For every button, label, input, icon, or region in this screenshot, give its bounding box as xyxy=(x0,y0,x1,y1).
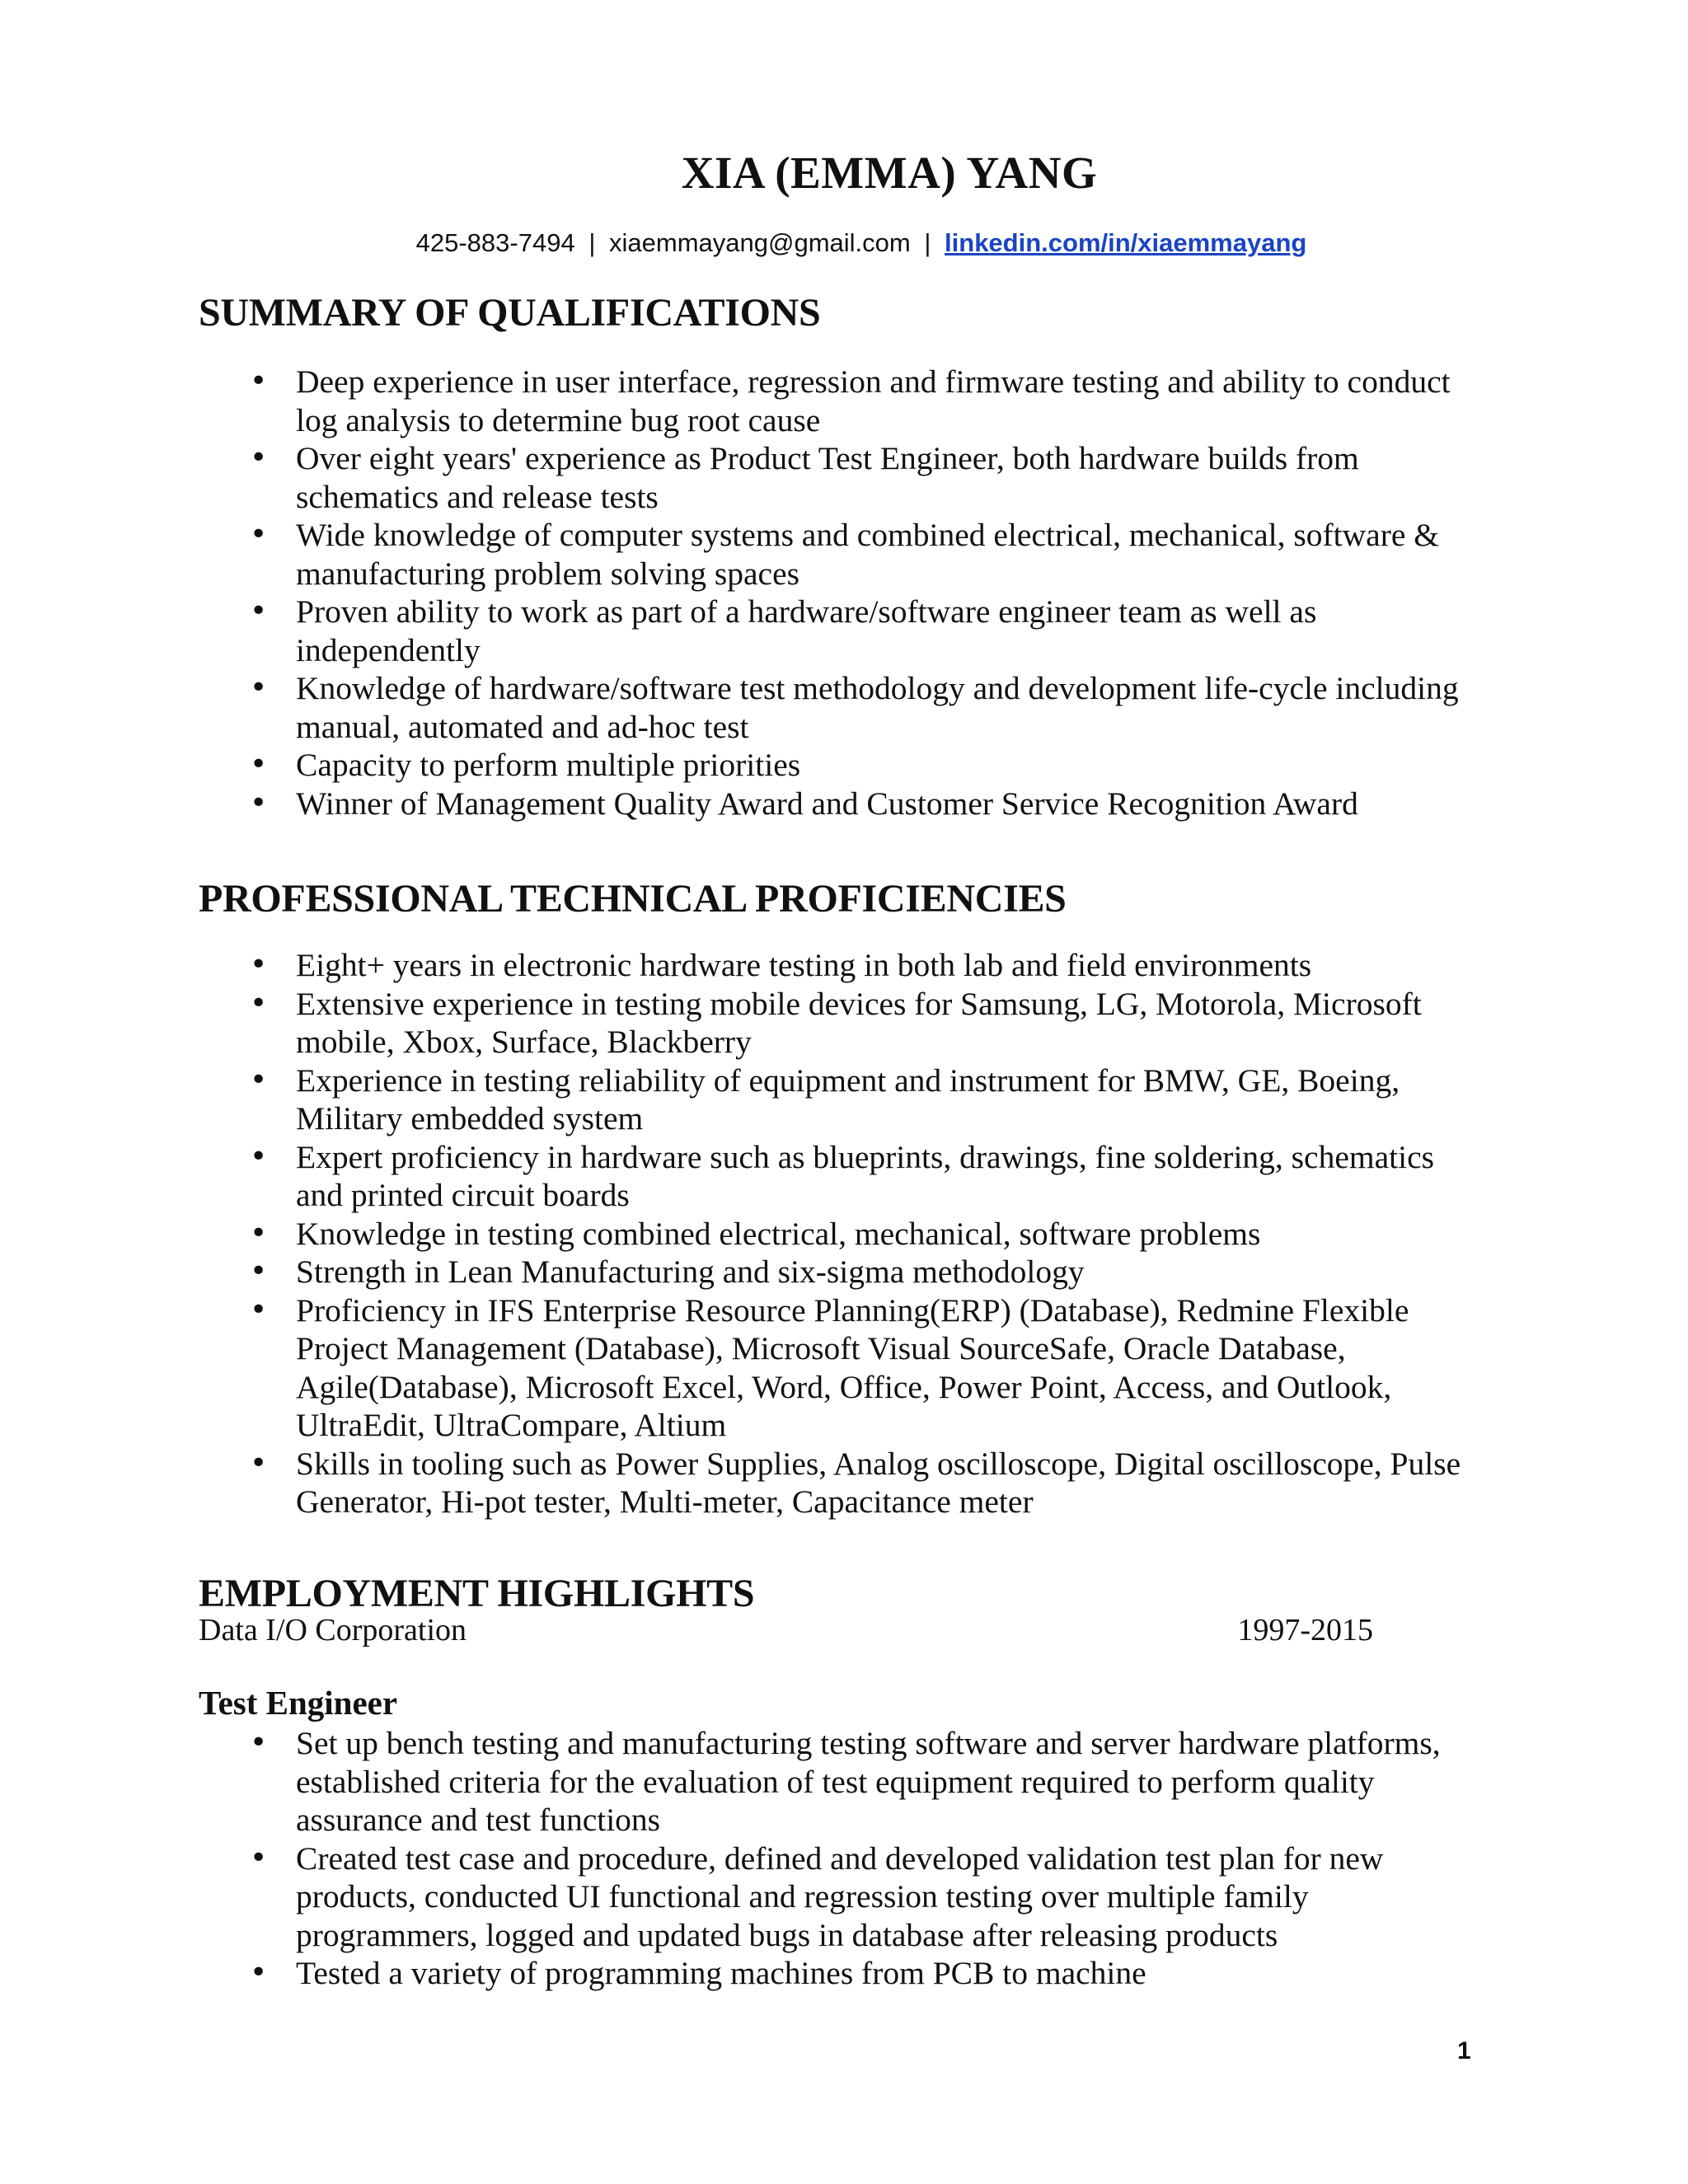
summary-heading: SUMMARY OF QUALIFICATIONS xyxy=(199,291,821,335)
proficiency-item: • Eight+ years in electronic hardware testing in both lab and field environments xyxy=(199,946,1484,985)
job-duties-list xyxy=(199,1724,1484,1993)
proficiency-item: • Extensive experience in testing mobile devices for Samsung, LG, Motorola, Microsoft mobile, Xbox, Surface, Blackberry xyxy=(199,985,1484,1062)
proficiencies-list xyxy=(199,946,1484,1521)
summary-item: • Capacity to perform multiple priorities xyxy=(199,746,1484,785)
job-title: Test Engineer xyxy=(199,1684,398,1722)
proficiency-item: • Skills in tooling such as Power Supplies, Analog oscilloscope, Digital oscilloscope, Pulse Generator, Hi-pot tester, Multi-meter, Capacitance meter xyxy=(199,1445,1484,1521)
job-duty-item: • Created test case and procedure, defined and developed validation test plan for new products, conducted UI functional and regression testing over multiple family programmers, logged and updated bugs in database after releasing products xyxy=(199,1840,1484,1955)
summary-item: • Deep experience in user interface, regression and firmware testing and ability to conduct log analysis to determine bug root cause xyxy=(199,363,1484,439)
proficiency-item: • Knowledge in testing combined electrical, mechanical, software problems xyxy=(199,1215,1484,1254)
employment-years: 1997-2015 xyxy=(1237,1613,1373,1647)
summary-item: • Proven ability to work as part of a hardware/software engineer team as well as independently xyxy=(199,593,1484,669)
proficiencies-heading: PROFESSIONAL TECHNICAL PROFICIENCIES xyxy=(199,877,1067,921)
summary-list xyxy=(199,363,1484,823)
proficiency-item: • Expert proficiency in hardware such as blueprints, drawings, fine soldering, schematics and printed circuit boards xyxy=(199,1138,1484,1215)
proficiency-item: • Proficiency in IFS Enterprise Resource Planning(ERP) (Database), Redmine Flexible Project Management (Database), Microsoft Visual SourceSafe, Oracle Database, Agile(Database), Microsoft Excel, Word, Office, Power Point, Access, and Outlook, UltraEdit, UltraCompare, Altium xyxy=(199,1291,1484,1445)
employer-line xyxy=(199,1612,1373,1648)
separator: | xyxy=(924,228,931,257)
employment-heading: EMPLOYMENT HIGHLIGHTS xyxy=(199,1572,755,1615)
proficiency-item: • Experience in testing reliability of equipment and instrument for BMW, GE, Boeing, Military embedded system xyxy=(199,1062,1484,1138)
proficiency-item: • Strength in Lean Manufacturing and six-sigma methodology xyxy=(199,1253,1484,1291)
summary-item: • Wide knowledge of computer systems and combined electrical, mechanical, software & manufacturing problem solving spaces xyxy=(199,516,1484,593)
page-number: 1 xyxy=(1457,2037,1471,2064)
linkedin-link[interactable]: linkedin.com/in/xiaemmayang xyxy=(945,228,1307,257)
summary-item: • Over eight years' experience as Product Test Engineer, both hardware builds from schematics and release tests xyxy=(199,439,1484,516)
contact-line xyxy=(0,228,1688,258)
job-duty-item: • Set up bench testing and manufacturing testing software and server hardware platforms, established criteria for the evaluation of test equipment required to perform quality assurance and test functions xyxy=(199,1724,1484,1840)
summary-item: • Knowledge of hardware/software test methodology and development life-cycle including manual, automated and ad-hoc test xyxy=(199,669,1484,746)
candidate-name: XIA (EMMA) YANG xyxy=(681,148,1098,198)
separator: | xyxy=(588,228,596,257)
phone-number: 425-883-7494 xyxy=(415,228,575,257)
job-duty-item: • Tested a variety of programming machines from PCB to machine xyxy=(199,1954,1484,1993)
company-name: Data I/O Corporation xyxy=(199,1613,467,1647)
summary-item: • Winner of Management Quality Award and Customer Service Recognition Award xyxy=(199,785,1484,823)
email-address[interactable]: xiaemmayang@gmail.com xyxy=(609,228,911,257)
